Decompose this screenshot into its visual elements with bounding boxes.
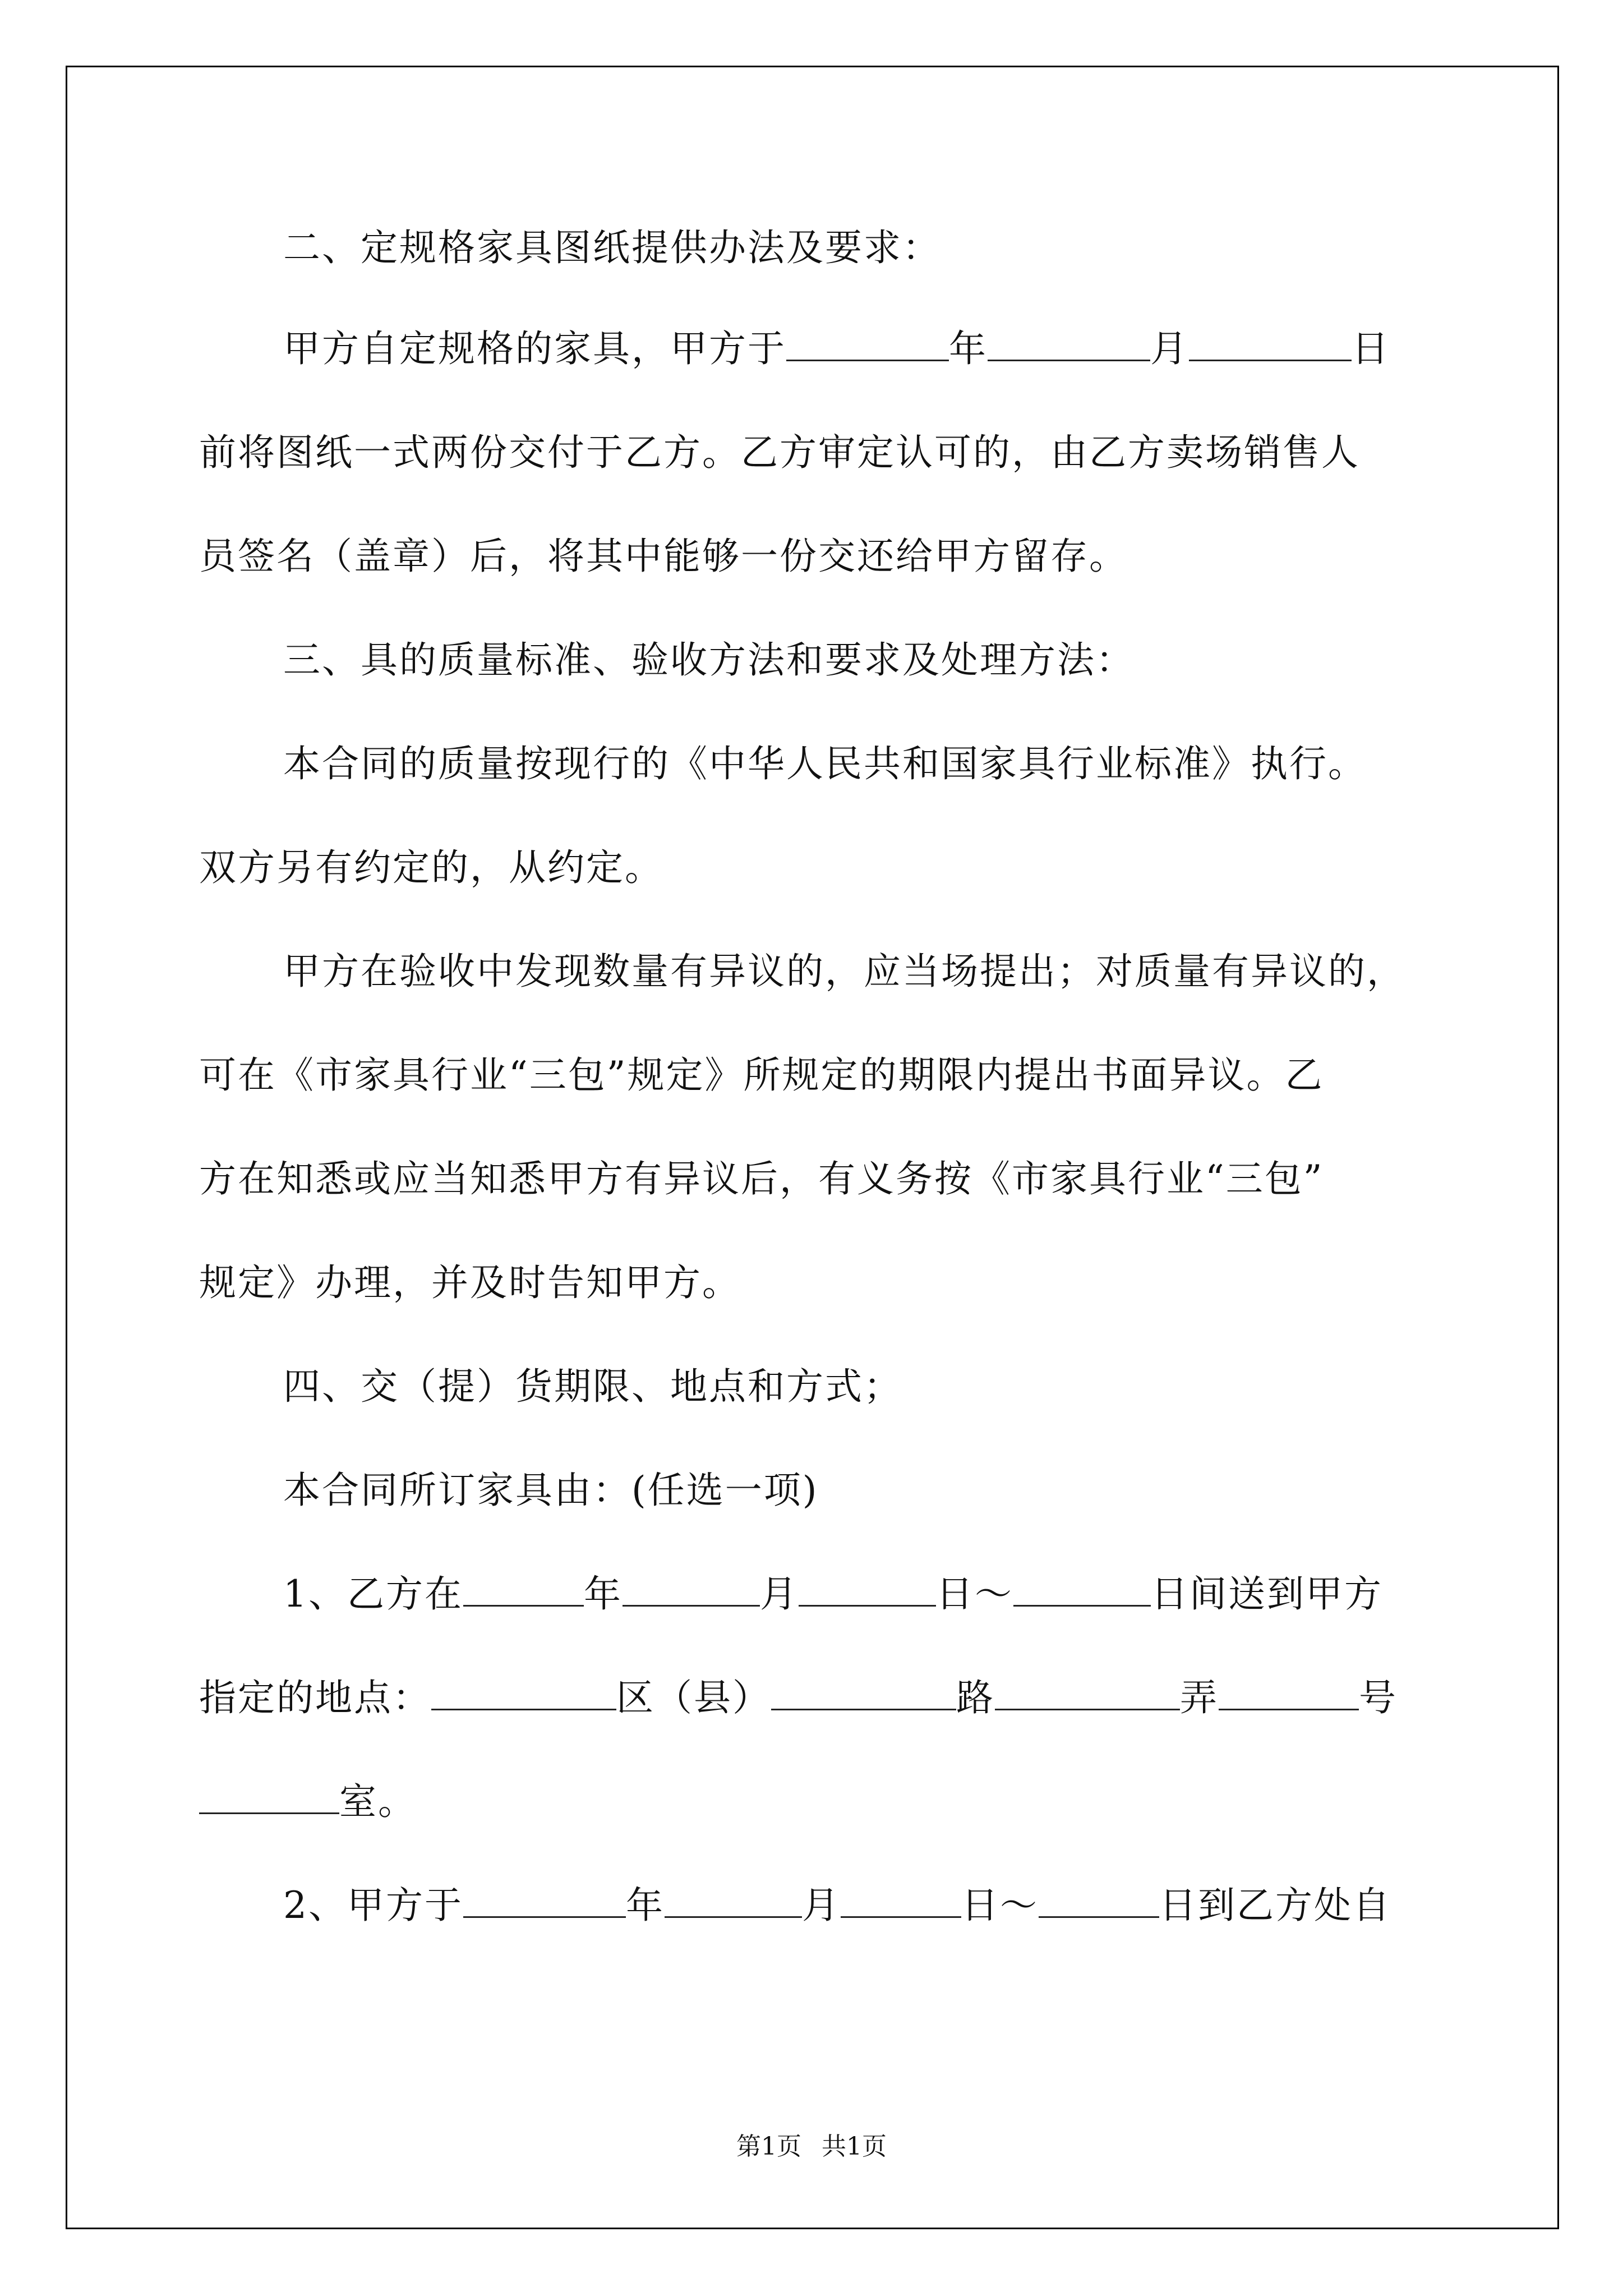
blank-month [623, 1570, 760, 1607]
blank-room [199, 1777, 339, 1814]
blank-end-day [1013, 1570, 1151, 1607]
blank-end-day [1039, 1881, 1159, 1918]
section-3-heading: 三、具的质量标准、验收方法和要求及处理方法： [283, 638, 1135, 682]
section-2-line-2: 前将图纸一式两份交付于乙方。乙方审定认可的，由乙方卖场销售人 [199, 431, 1360, 474]
option-2-line-1: 2、甲方于 年 月 日～ 日到乙方处自 [283, 1875, 1391, 1929]
section-4-intro: 本合同所订家具由：(任选一项) [283, 1469, 819, 1512]
blank-lane [995, 1673, 1180, 1710]
section-2-line-1: 甲方自定规格的家具，甲方于 年 月 日 [283, 319, 1390, 372]
section-2-heading: 二、定规格家具图纸提供办法及要求： [283, 226, 941, 269]
section-2-line-3: 员签名（盖章）后，将其中能够一份交还给甲方留存。 [199, 535, 1128, 578]
blank-year [463, 1881, 626, 1918]
blank-day [1189, 324, 1352, 361]
blank-month [665, 1881, 802, 1918]
section-3-para-1-line-2: 双方另有约定的，从约定。 [199, 846, 663, 889]
blank-district [431, 1673, 616, 1710]
section-4-heading: 四、交（提）货期限、地点和方式； [283, 1365, 902, 1408]
section-3-para-1-line-1: 本合同的质量按现行的《中华人民共和国家具行业标准》执行。 [283, 742, 1367, 785]
blank-year [463, 1570, 584, 1607]
section-3-para-2-line-2: 可在《市家具行业“三包”规定》所规定的期限内提出书面异议。乙 [199, 1053, 1324, 1097]
blank-day [841, 1881, 961, 1918]
blank-day [799, 1570, 936, 1607]
page-footer [0, 2126, 1623, 2162]
page-number: 第1页 [736, 2132, 801, 2161]
section-3-para-2-line-4: 规定》办理，并及时告知甲方。 [199, 1261, 741, 1304]
blank-road [771, 1673, 956, 1710]
blank-month [988, 324, 1150, 361]
blank-number [1219, 1673, 1359, 1710]
option-1-line-3: 室。 [199, 1772, 417, 1825]
section-3-para-2-line-3: 方在知悉或应当知悉甲方有异议后，有义务按《市家具行业“三包” [199, 1157, 1324, 1200]
option-1-line-1: 1、乙方在 年 月 日～ 日间送到甲方 [283, 1564, 1383, 1617]
blank-year [786, 324, 949, 361]
option-1-line-2: 指定的地点： 区（县） 路 弄 号 [199, 1668, 1398, 1721]
section-3-para-2-line-1: 甲方在验收中发现数量有异议的，应当场提出；对质量有异议的， [283, 950, 1405, 993]
page-total: 共1页 [822, 2132, 887, 2161]
